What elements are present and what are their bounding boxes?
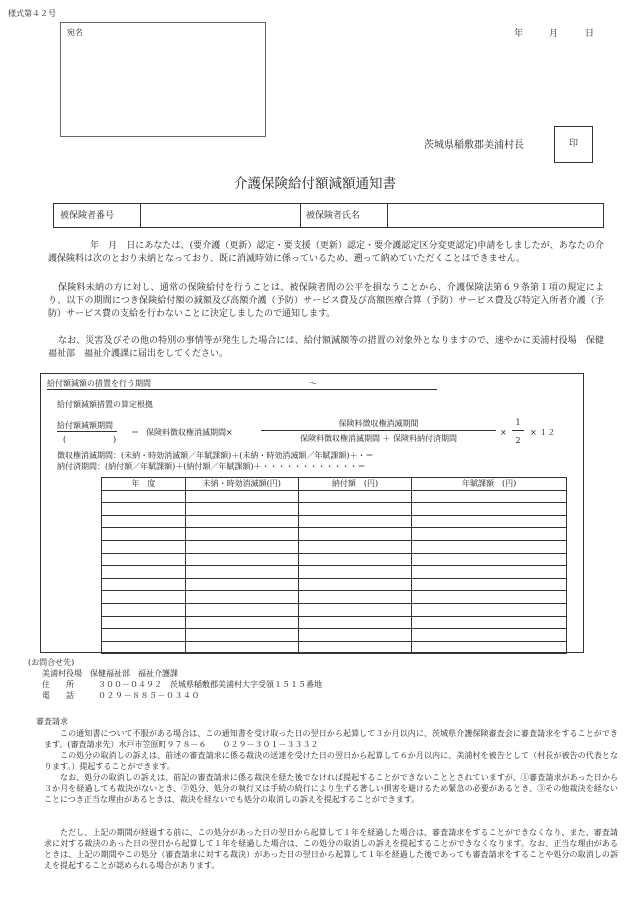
- col-fiscal-year: 年 度: [102, 478, 186, 491]
- table-row: [102, 603, 567, 616]
- table-row: [102, 641, 567, 654]
- paren-open: (: [63, 435, 67, 444]
- insured-number-label: 被保険者番号: [60, 211, 115, 221]
- table-row: [102, 503, 567, 516]
- contact-heading: (お問合せ先): [28, 658, 75, 667]
- table-row: [102, 616, 567, 629]
- period-label: 給付額減額の措置を行う期間: [47, 379, 151, 388]
- review-para-1: この通知書について不服がある場合は、この通知書を受け取った日の翌日から起算して３か月以内に、茨城県介護保険審査会に審査請求をすることができます。(審査請求先）水戸市笠原町９７８－６ ０２９－３０１－３３３２: [44, 729, 618, 749]
- issuer: 茨城県稲敷郡美浦村長: [424, 140, 524, 151]
- review-para-3: なお、処分の取消しの訴えは、前記の審査請求に係る裁決を経た後でなければ提起することができないこととされていますが、①審査請求があった日から３か月を経過しても裁決がないとき、②処分、処分の執行又は手続の続行により生ずる著しい損害を避けるため緊急の必要があるとき、③その他裁決を経ないことにつき正当な理由があるときは、裁決を経ないでも処分の取消しの訴えを提起することができます。: [44, 773, 618, 804]
- formula-line-1: 徴収権消滅期間：(未納・時効消滅額／年賦課額)＋(未納・時効消滅額／年賦課額)＋・＝: [57, 451, 374, 460]
- date-day: 日: [585, 29, 595, 39]
- seal-box: [554, 126, 593, 163]
- table-row: [102, 591, 567, 604]
- col-paid: 納付額 (円): [298, 478, 412, 491]
- calculation-box: [40, 373, 584, 653]
- formula-line-2: 納付済期間：(納付額／年賦課額)＋(納付額／年賦課額)＋・・・・・・・・・・・・＝: [57, 462, 366, 471]
- basis-title: 給付額減額措置の算定根拠: [57, 400, 153, 409]
- payment-table: [101, 477, 567, 654]
- table-header-row: [102, 478, 567, 491]
- table-row: [102, 629, 567, 642]
- insured-table: [53, 203, 604, 228]
- equals-sign: ＝: [131, 428, 139, 437]
- table-row: [102, 515, 567, 528]
- review-heading: 審査請求: [36, 717, 68, 726]
- address-label: 住 所: [42, 680, 74, 689]
- date-year: 年: [514, 29, 524, 39]
- review-para-2: この処分の取消しの訴えは、前述の審査請求に係る裁決の送達を受けた日の翌日から起算して６か月以内に、美浦村を被告として（村長が被告の代表となります。）提起することができます。: [44, 751, 618, 771]
- table-row: [102, 578, 567, 591]
- fraction-numerator: 保険料徴収権消滅期間: [338, 419, 419, 428]
- col-unpaid: 未納・時効消滅額(円): [185, 478, 298, 491]
- body-para-1: 年 月 日にあなたは、(要介護（更新）認定・要支援（更新）認定・要介護認定区分変更認定)申請をしましたが、あなたの介護保険料は次のとおり未納となっており、既に消滅時効に係っているため、遡って納めていただくことはできません。: [48, 241, 604, 264]
- period-underline: [47, 389, 437, 390]
- body-para-2: 保険料未納の方に対し、通常の保険給付を行うことは、被保険者間の公平を損なうことから、介護保険法第６９条第１項の規定により、以下の期間につき保険給付額の減額及び高額介護（予防）サービス費及び高額医療合算（予防）サービス費及び特定入所者介護（予防）サービス費の支給を行わないことに決定しましたので通知します。: [48, 283, 604, 319]
- table-row: [102, 553, 567, 566]
- times-sign: ×: [500, 428, 507, 437]
- col-annual: 年賦課額 (円): [412, 478, 567, 491]
- phone-value: ０２９－８８５－０３４０: [98, 691, 200, 700]
- addressee-box: [60, 22, 266, 137]
- half-numerator: 1: [515, 418, 521, 427]
- form-number: 様式第４２号: [8, 9, 56, 18]
- table-row: [102, 566, 567, 579]
- date-month: 月: [549, 29, 559, 39]
- contact-office: 美浦村役場 保健福祉部 福祉介護課: [42, 669, 178, 678]
- reduction-period-label: 給付額減額期間: [57, 421, 113, 430]
- phone-label: 電 話: [42, 691, 74, 700]
- table-row: [102, 540, 567, 553]
- review-para-4: ただし、上記の期間が経過する前に、この処分があった日の翌日から起算して１年を経過した場合は、審査請求をすることができなくなり、また、審査請求に対する裁決のあった日の翌日から起算して１年を経過した場合は、この処分の取消しの訴えを提起することができなくなります。なお、正当な理由があるときは、上記の期間やこの処分（審査請求に対する裁決）があった日の翌日から起算して１年を経過した後であっても審査請求をすることや処分の取消しの訴えを提起することが認められる場合があります。: [44, 828, 618, 870]
- table-row: [102, 528, 567, 541]
- page-title: 介護保険給付額減額通知書: [234, 176, 396, 192]
- fraction-denominator: 保険料徴収権消滅期間 ＋ 保険料納付済期間: [299, 434, 458, 443]
- body-para-3: なお、災害及びその他の特別の事情等が発生した場合には、給付額減額等の措置の対象外となりますので、速やかに美浦村役場 保健福祉部 福祉介護課に届出をしてください。: [48, 336, 604, 359]
- table-row: [102, 490, 567, 503]
- fraction-bar: [261, 430, 496, 431]
- paren-close: ): [113, 435, 117, 444]
- insured-name-label: 被保険者氏名: [306, 211, 361, 221]
- times-twelve: × １２: [530, 428, 556, 437]
- formula-lhs: 保険料徴収権消滅期間×: [146, 428, 233, 437]
- address-value: ３００－０４９２ 茨城県稲敷郡美浦村大字受領１５１５番地: [98, 680, 322, 689]
- half-denominator: 2: [515, 436, 521, 445]
- period-separator: ～: [309, 379, 317, 388]
- addressee-label: 宛名: [67, 28, 83, 37]
- seal-label: 印: [568, 139, 578, 149]
